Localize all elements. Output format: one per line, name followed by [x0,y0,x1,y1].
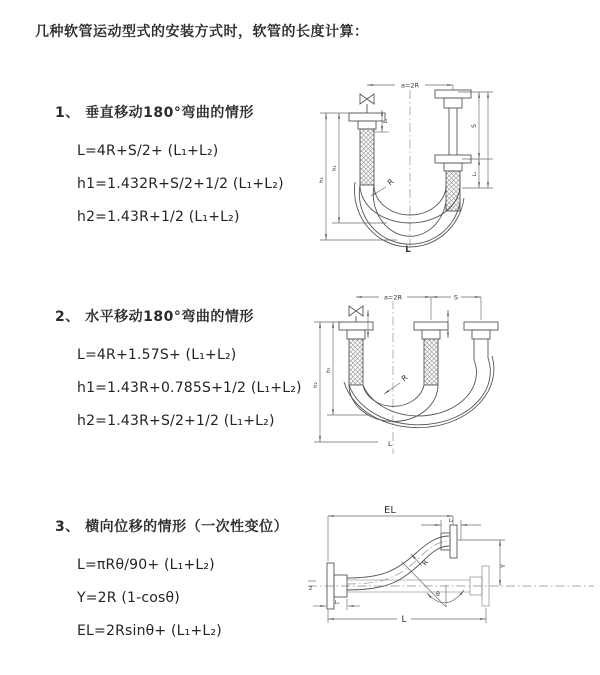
dim-label-h1: h₁ [332,165,338,171]
dimension-lines [313,292,481,448]
dim-label-y: Y [499,564,507,568]
diagram-lateral-displacement [300,500,600,652]
dim-label-h1: h₁ [326,367,332,373]
dimension-lines [319,80,493,255]
dim-label-r: R [399,372,410,384]
formula-h2: h2=1.43R+S/2+1/2 (L₁+L₂) [77,413,275,429]
section-3-heading: 3、 横向位移的情形（一次性变位） [55,519,289,535]
diagram-vertical-180-bend [312,70,594,262]
axis-mark-z: z [309,585,313,592]
section-2-heading: 2、 水平移动180°弯曲的情形 [55,309,254,325]
formula-el: EL=2Rsinθ+ (L₁+L₂) [77,623,222,639]
dim-label-l1-top: L₁ [448,518,454,524]
section-2-formulas [77,339,302,438]
valve-icon [360,94,374,113]
hose-assembly [327,525,489,609]
dim-label-a-2r: a=2R [383,293,403,302]
section-3-formulas [77,549,288,648]
dim-label-l: L [405,245,411,255]
dim-label-l1-left: L₁ [383,118,389,124]
dim-label-l: L [401,615,407,625]
formula-l: L=πRθ/90+ (L₁+L₂) [77,557,215,573]
valve-icon [349,306,363,322]
dim-label-l1-right: L₁ [472,171,478,177]
dim-label-l1-bottom: L₁ [334,600,340,606]
dimension-lines [313,505,507,625]
section-1-heading: 1、 垂直移动180°弯曲的情形 [55,105,254,121]
diagram-horizontal-180-bend [308,282,600,464]
dim-label-a-2r: a=2R [400,81,420,90]
formula-l: L=4R+1.57S+ (L₁+L₂) [77,347,237,363]
formula-y: Y=2R (1-cosθ) [77,590,180,606]
dim-label-s: S [453,293,459,302]
dim-label-r: R [420,558,431,568]
dim-label-theta: θ [436,591,440,598]
formula-h2: h2=1.43R+1/2 (L₁+L₂) [77,209,240,225]
section-1-formulas [77,135,284,234]
dim-label-h2: h₂ [313,382,319,388]
dim-label-l: L [388,440,392,448]
section-vertical-movement [55,102,284,234]
formula-h1: h1=1.43R+0.785S+1/2 (L₁+L₂) [77,380,302,396]
hose-assembly [339,306,498,428]
section-lateral-displacement [55,516,288,648]
dim-label-h2: h₂ [319,177,325,183]
dim-label-s: S [471,124,478,128]
page-title: 几种软管运动型式的安装方式时，软管的长度计算： [35,24,369,40]
dim-label-r: R [385,176,396,188]
section-horizontal-movement [55,306,302,438]
formula-l: L=4R+S/2+ (L₁+L₂) [77,143,219,159]
dim-label-el: EL [384,505,396,516]
formula-h1: h1=1.432R+S/2+1/2 (L₁+L₂) [77,176,284,192]
